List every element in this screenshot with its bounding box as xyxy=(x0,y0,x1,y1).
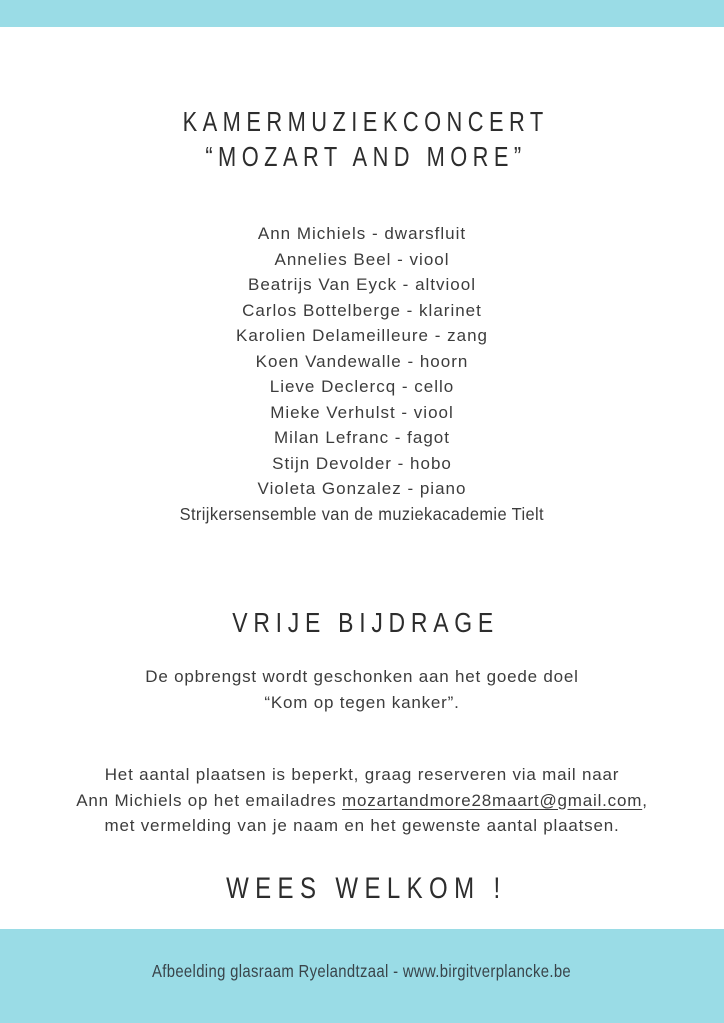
performer-item: Carlos Bottelberge - klarinet xyxy=(242,300,482,320)
performer-item: Ann Michiels - dwarsfluit xyxy=(257,224,467,243)
performer-item: Mieke Verhulst - viool xyxy=(270,402,454,422)
performers-list xyxy=(0,221,724,527)
bottom-accent-bar xyxy=(0,929,724,1023)
reservation-text xyxy=(0,762,724,839)
performer-item: Koen Vandewalle - hoorn xyxy=(255,351,469,371)
performer-item: Violeta Gonzalez - piano xyxy=(257,479,467,498)
welcome-heading: WEES WELKOM ! xyxy=(225,871,507,905)
charity-name: “Kom op tegen kanker”. xyxy=(264,693,460,712)
reservation-line3: met vermelding van je naam en het gewenste aantal plaatsen. xyxy=(104,816,620,835)
top-accent-bar xyxy=(0,0,724,27)
concert-title-line2: “MOZART AND MORE” xyxy=(204,141,527,172)
email-link[interactable]: mozartandmore28maart@gmail.com xyxy=(342,790,643,810)
donation-text xyxy=(0,664,724,716)
performer-item: Milan Lefranc - fagot xyxy=(274,428,450,447)
donation-heading: VRIJE BIJDRAGE xyxy=(232,607,499,638)
performer-item: Stijn Devolder - hobo xyxy=(272,453,452,473)
image-credit: Afbeelding glasraam Ryelandtzaal - www.birgitverplancke.be xyxy=(152,960,572,981)
reservation-line2-suffix: , xyxy=(642,790,648,810)
concert-title xyxy=(0,104,724,174)
ensemble-credit: Strijkersensemble van de muziekacademie Tielt xyxy=(179,503,545,524)
donation-text-line1: De opbrengst wordt geschonken aan het goede doel xyxy=(145,667,579,686)
performer-item: Annelies Beel - viool xyxy=(274,249,450,269)
concert-title-line1: KAMERMUZIEKCONCERT xyxy=(182,106,549,137)
reservation-line1: Het aantal plaatsen is beperkt, graag reserveren via mail naar xyxy=(104,765,620,784)
performer-item: Karolien Delameilleure - zang xyxy=(235,326,488,345)
flyer-content xyxy=(0,27,724,929)
performer-item: Beatrijs Van Eyck - altviool xyxy=(248,275,476,294)
performer-item: Lieve Declercq - cello xyxy=(269,377,455,396)
reservation-line2-prefix: Ann Michiels op het emailadres xyxy=(76,790,343,810)
